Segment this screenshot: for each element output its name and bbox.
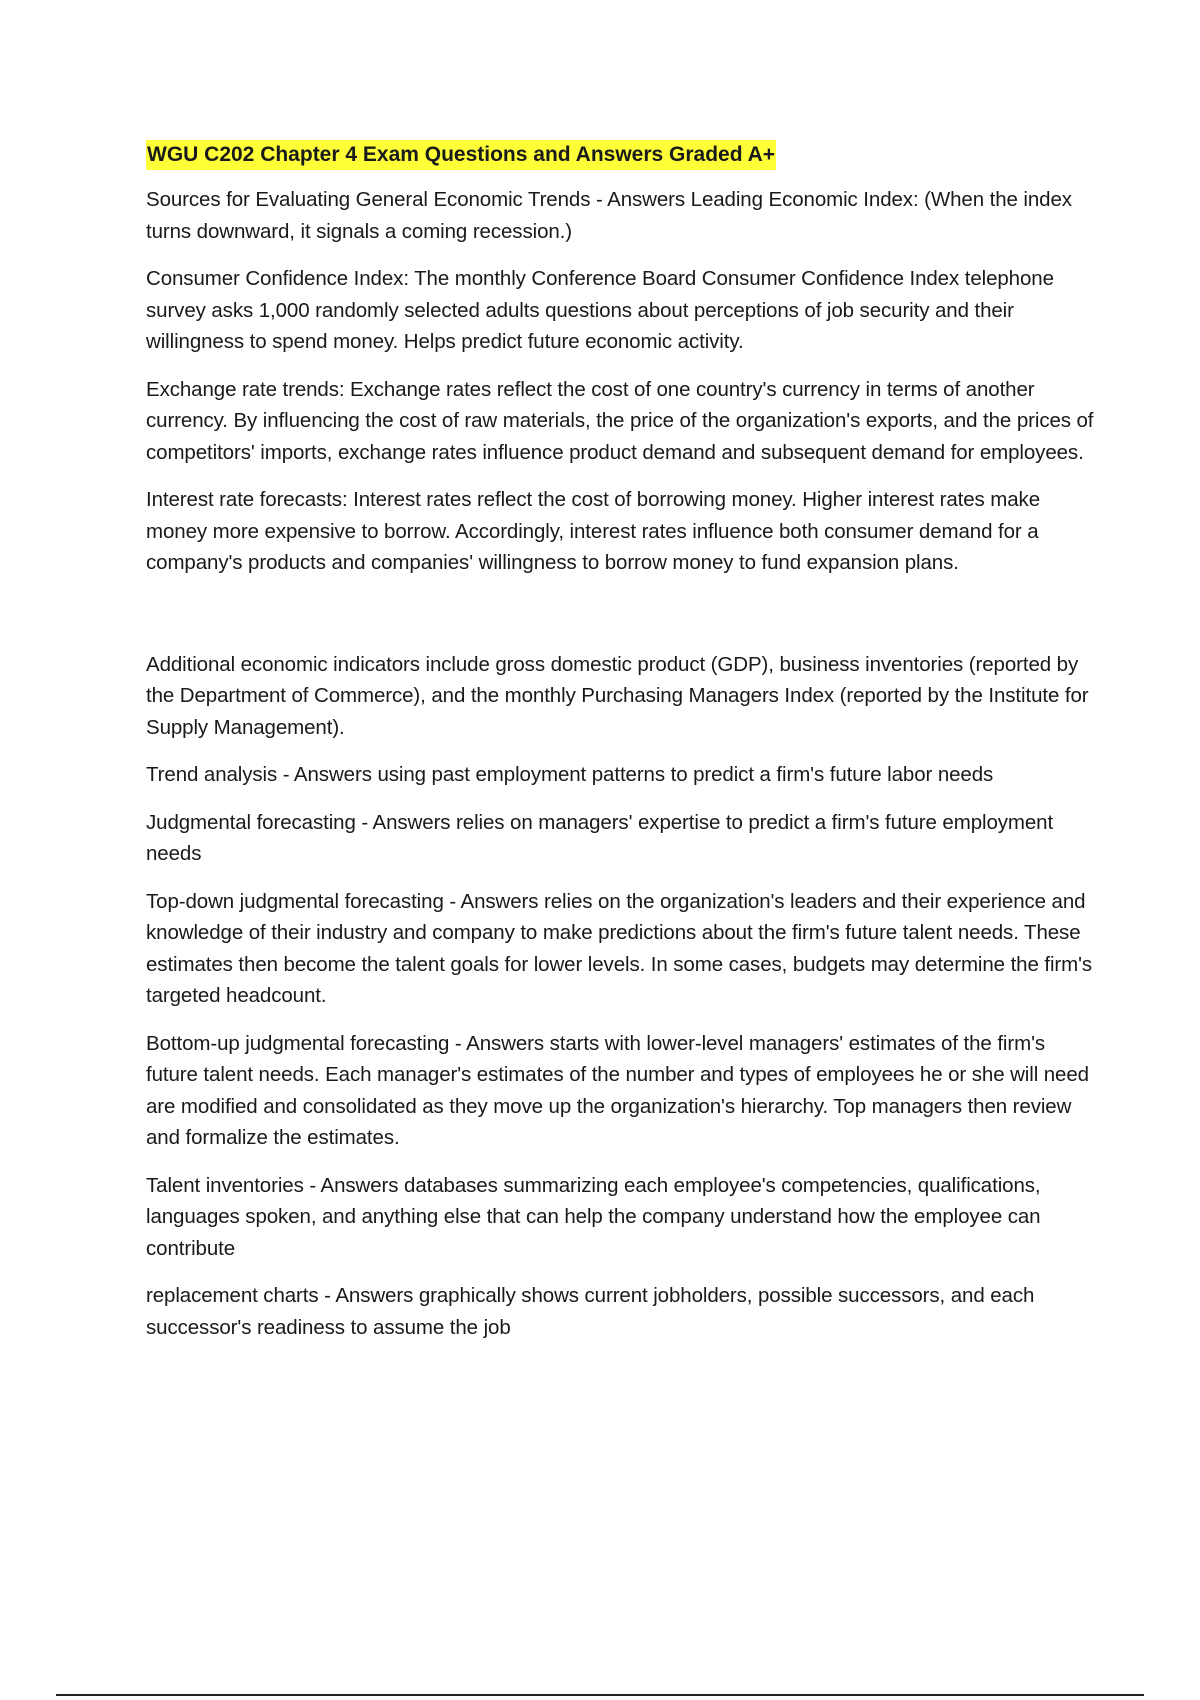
paragraph-exchange-rates: Exchange rate trends: Exchange rates reflect the cost of one country's currency in terms of another currency. By influencing the cost of raw materials, the price of the organization's exports, and the prices of competitors' imports, exchange rates influence product demand and subsequent demand for employees. <box>146 377 1094 464</box>
paragraph-replacement-charts: replacement charts - Answers graphically shows current jobholders, possible successors, and each successor's readiness to assume the job <box>146 1284 1035 1339</box>
paragraph-judgmental-forecasting: Judgmental forecasting - Answers relies on managers' expertise to predict a firm's future employment needs <box>146 810 1054 865</box>
paragraph-talent-inventories: Talent inventories - Answers databases summarizing each employee's competencies, qualifications, languages spoken, and anything else that can help the company understand how the employee can contribute <box>146 1173 1041 1260</box>
paragraph-additional-indicators: Additional economic indicators include gross domestic product (GDP), business inventories (reported by the Department of Commerce), and the monthly Purchasing Managers Index (reported by the Institute for Supply Management). <box>146 652 1089 739</box>
paragraph-consumer-confidence: Consumer Confidence Index: The monthly Conference Board Consumer Confidence Index telephone survey asks 1,000 randomly selected adults questions about perceptions of job security and their willingness to spend money. Helps predict future economic activity. <box>146 267 1054 353</box>
document-body <box>146 140 1096 1359</box>
paragraph-trend-analysis: Trend analysis - Answers using past employment patterns to predict a firm's future labor needs <box>146 763 994 786</box>
paragraph-economic-trends: Sources for Evaluating General Economic Trends - Answers Leading Economic Index: (When the index turns downward, it signals a coming recession.) <box>146 188 1072 243</box>
document-title: WGU C202 Chapter 4 Exam Questions and Answers Graded A+ <box>146 140 776 170</box>
page-footer-rule <box>56 1694 1144 1696</box>
paragraph-bottom-up-forecasting: Bottom-up judgmental forecasting - Answers starts with lower-level managers' estimates of the firm's future talent needs. Each manager's estimates of the number and types of employees he or she will need are modified and consolidated as they move up the organization's hierarchy. Top managers then review and formalize the estimates. <box>146 1031 1089 1149</box>
paragraph-top-down-forecasting: Top-down judgmental forecasting - Answers relies on the organization's leaders and their experience and knowledge of their industry and company to make predictions about the firm's future talent needs. These estimates then become the talent goals for lower levels. In some cases, budgets may determine the firm's targeted headcount. <box>146 889 1093 1007</box>
paragraph-interest-rates: Interest rate forecasts: Interest rates reflect the cost of borrowing money. Higher interest rates make money more expensive to borrow. Accordingly, interest rates influence both consumer demand for a company's products and companies' willingness to borrow money to fund expansion plans. <box>146 488 1040 574</box>
